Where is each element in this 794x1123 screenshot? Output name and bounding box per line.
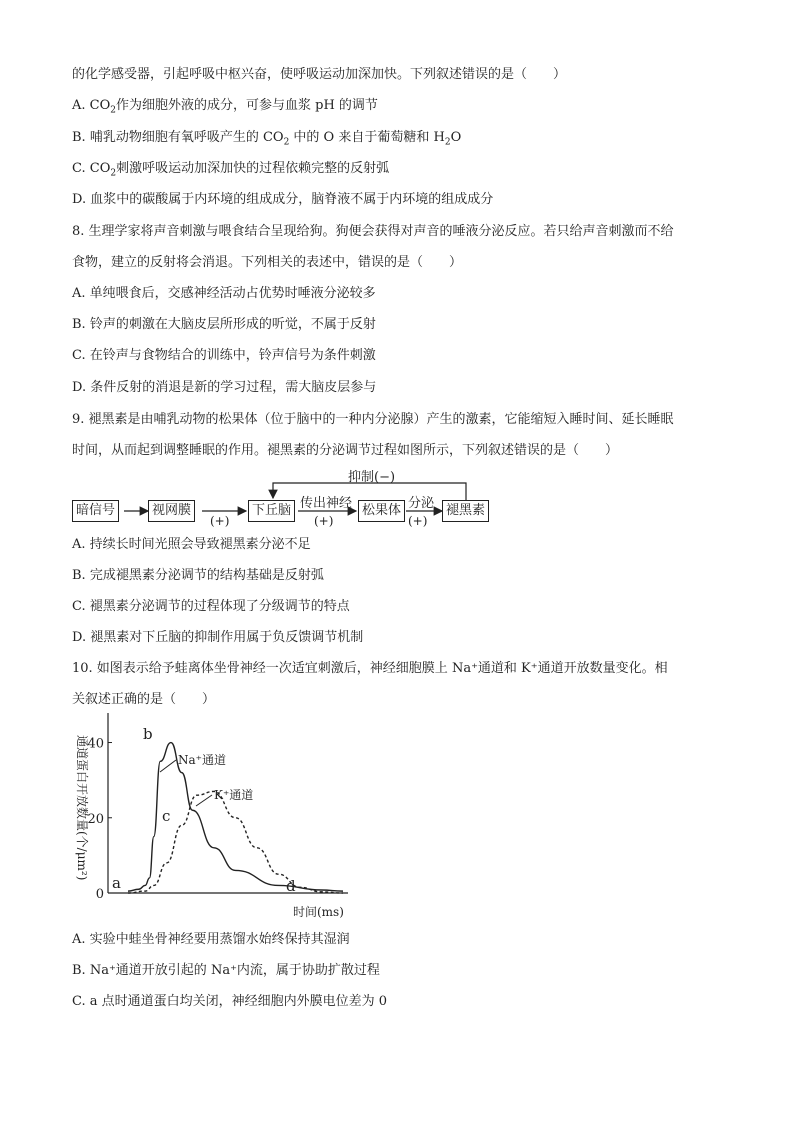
q7-c-part2: 刺激呼吸运动加深加快的过程依赖完整的反射弧	[116, 161, 390, 176]
q7-c-sub: 2	[110, 168, 117, 179]
q10-option-a: A. 实验中蛙坐骨神经要用蒸馏水始终保持其湿润	[72, 932, 350, 947]
leader-k	[196, 795, 212, 806]
leader-na	[160, 760, 176, 772]
box-pineal: 松果体	[358, 500, 405, 522]
q10-stem-line2: 关叙述正确的是（ ）	[72, 692, 216, 707]
q8-option-d: D. 条件反射的消退是新的学习过程，需大脑皮层参与	[72, 380, 377, 395]
series-line-k	[128, 791, 343, 893]
q8-stem-line2: 食物，建立的反射将会消退。下列相关的表述中，错误的是（ ）	[72, 255, 463, 270]
q9-stem-line2: 时间，从而起到调整睡眠的作用。褪黑素的分泌调节过程如图所示，下列叙述错误的是（ ）	[72, 443, 619, 458]
y-tick-label: 0	[95, 887, 104, 902]
q9-option-a: A. 持续长时间光照会导致褪黑素分泌不足	[72, 537, 311, 552]
chart-series	[128, 743, 343, 893]
series-line-na	[128, 743, 343, 892]
q9-option-c: C. 褪黑素分泌调节的过程体现了分级调节的特点	[72, 599, 350, 614]
series-label-na: Na⁺通道	[178, 753, 226, 767]
q10-stem-line1: 10. 如图表示给予蛙离体坐骨神经一次适宜刺激后，神经细胞膜上 Na⁺通道和 K⁺通道开放数量变化。相	[72, 661, 668, 676]
q7-b-sub1: 2	[283, 137, 290, 148]
plus-label-2: (+)	[314, 514, 334, 528]
plus-label-3: (+)	[408, 514, 428, 528]
q7-stem-tail: 的化学感受器，引起呼吸中枢兴奋，使呼吸运动加深加快。下列叙述错误的是（ ）	[72, 67, 567, 82]
q7-b-part1: B. 哺乳动物细胞有氧呼吸产生的 CO	[72, 130, 284, 145]
q9-option-b: B. 完成褪黑素分泌调节的结构基础是反射弧	[72, 568, 324, 583]
q7-option-d: D. 血浆中的碳酸属于内环境的组成成分，脑脊液不属于内环境的组成成分	[72, 192, 494, 207]
q10-option-b: B. Na⁺通道开放引起的 Na⁺内流，属于协助扩散过程	[72, 963, 380, 978]
y-axis-label: 通道蛋白开放数量(个/μm²)	[75, 735, 89, 881]
plus-label-1: (+)	[210, 514, 230, 528]
q8-option-b: B. 铃声的刺激在大脑皮层所形成的听觉，不属于反射	[72, 317, 376, 332]
point-label-d: d	[286, 877, 296, 895]
series-label-k: K⁺通道	[214, 788, 254, 802]
q7-a-sub: 2	[110, 105, 116, 116]
q8-option-a: A. 单纯喂食后，交感神经活动占优势时唾液分泌较多	[72, 286, 376, 301]
box-dark-signal: 暗信号	[72, 500, 119, 522]
y-tick-label: 20	[87, 811, 104, 827]
q7-a-part2: 作为细胞外液的成分，可参与血浆 pH 的调节	[116, 98, 378, 113]
secrete-label: 分泌	[408, 496, 435, 511]
point-label-c: c	[162, 807, 171, 825]
box-hypothalamus: 下丘脑	[248, 500, 295, 522]
box-retina: 视网膜	[148, 500, 195, 522]
y-tick-label: 40	[87, 736, 104, 752]
point-label-b: b	[143, 725, 153, 743]
q8-option-c: C. 在铃声与食物结合的训练中，铃声信号为条件刺激	[72, 348, 376, 363]
q8-stem-line1: 8. 生理学家将声音刺激与喂食结合呈现给狗。狗便会获得对声音的唾液分泌反应。若只给声音刺激而不给	[72, 224, 674, 239]
q9-stem-line1: 9. 褪黑素是由哺乳动物的松果体（位于脑中的一种内分泌腺）产生的激素，它能缩短入睡时间、延长睡眠	[72, 412, 674, 427]
inhibit-label: 抑制(−)	[348, 470, 396, 485]
q10-option-c: C. a 点时通道蛋白均关闭，神经细胞内外膜电位差为 0	[72, 994, 388, 1009]
x-axis-label: 时间(ms)	[293, 905, 344, 919]
q7-b-part3: O	[450, 130, 462, 145]
q7-b-sub2: 2	[444, 137, 451, 148]
box-melatonin: 褪黑素	[442, 500, 489, 522]
nerve-label: 传出神经	[300, 496, 353, 511]
q7-a-part1: A. CO	[72, 98, 111, 113]
q7-c-part1: C. CO	[72, 161, 111, 176]
q7-b-part2: 中的 O 来自于葡萄糖和 H	[289, 130, 445, 145]
q9-option-d: D. 褪黑素对下丘脑的抑制作用属于负反馈调节机制	[72, 630, 364, 645]
chart-labels	[75, 725, 344, 919]
point-label-a: a	[112, 874, 121, 892]
